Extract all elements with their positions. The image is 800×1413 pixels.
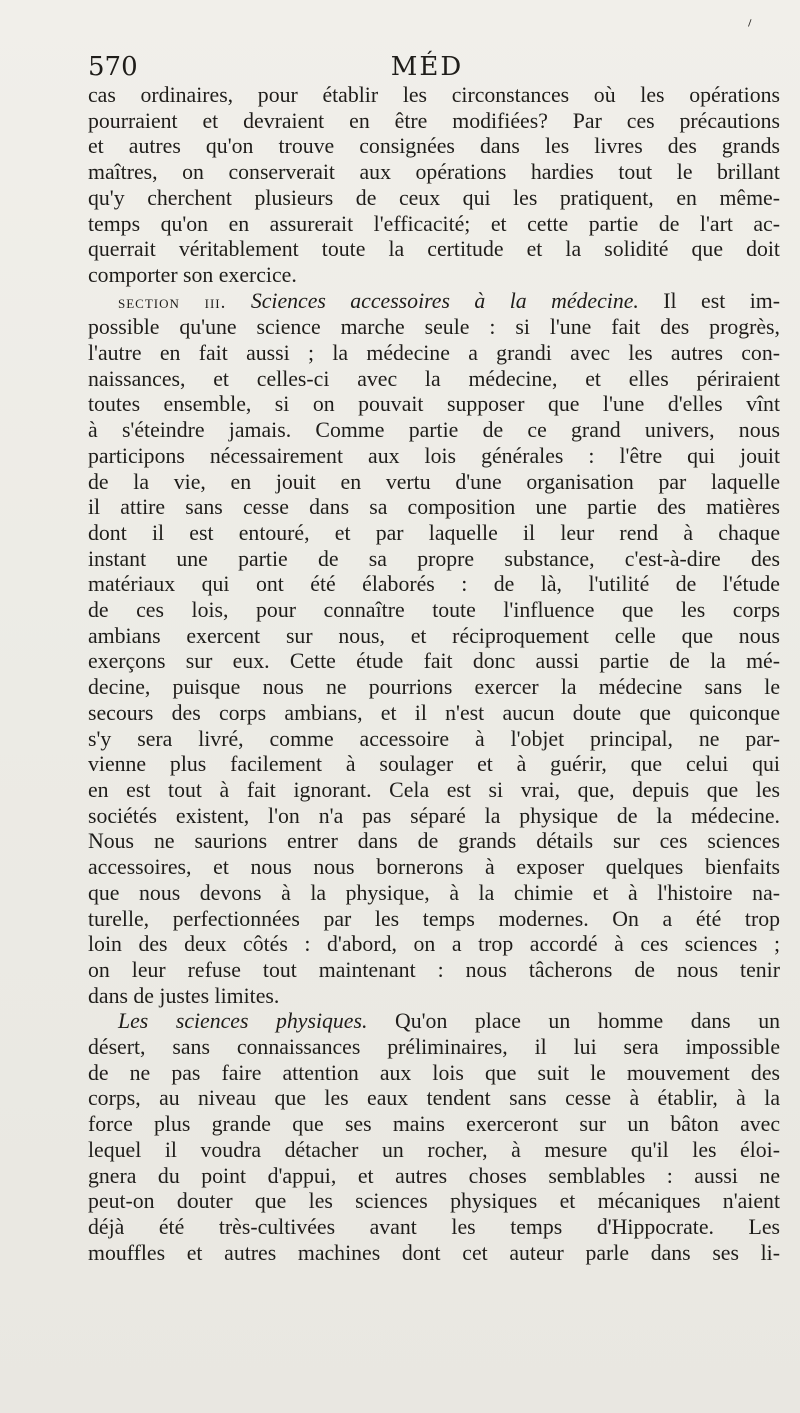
text-line: vienne plus facilement à soulager et à guérir, que celui qui (88, 752, 780, 777)
text-line: gnera du point d'appui, et autres choses semblables : aussi ne (88, 1163, 780, 1188)
text-line: comporter son exercice. (88, 262, 297, 287)
paragraph-operations (88, 83, 780, 289)
text-line: mouffles et autres machines dont cet auteur parle dans ses li- (88, 1240, 780, 1265)
text-line: à s'éteindre jamais. Comme partie de ce grand univers, nous (88, 418, 780, 443)
subsection-first-line-rest: Qu'on place un homme dans un (367, 1009, 780, 1034)
section-title: Sciences accessoires à la médecine. (250, 288, 639, 313)
text-line: matériaux qui ont été élaborés : de là, l'utilité de l'étude (88, 572, 780, 597)
page-number: 570 (88, 52, 138, 82)
text-line: secours des corps ambians, et il n'est aucun doute que quiconque (88, 700, 780, 725)
text-line: corps, au niveau que les eaux tendent sans cesse à établir, à la (88, 1086, 780, 1111)
text-line: ambians exercent sur nous, et réciproquement celle que nous (88, 623, 780, 648)
text-line: déjà été très-cultivées avant les temps d'Hippocrate. Les (88, 1214, 780, 1239)
text-line: instant une partie de sa propre substance, c'est-à-dire des (88, 546, 780, 571)
text-line: lequel il voudra détacher un rocher, à mesure qu'il les éloi- (88, 1137, 780, 1162)
text-line: s'y sera livré, comme accessoire à l'objet principal, ne par- (88, 726, 780, 751)
text-line: on leur refuse tout maintenant : nous tâcherons de nous tenir (88, 957, 780, 982)
text-line: qu'y cherchent plusieurs de ceux qui les pratiquent, en même- (88, 185, 780, 210)
text-line: exerçons sur eux. Cette étude fait donc aussi partie de la mé- (88, 649, 780, 674)
text-line: désert, sans connaissances préliminaires, il lui sera impossible (88, 1035, 780, 1060)
text-line: de ne pas faire attention aux lois que suit le mouvement des (88, 1060, 780, 1085)
text-line: dont il est entouré, et par laquelle il leur rend à chaque (88, 520, 780, 545)
body-text (88, 83, 780, 1266)
text-line: turelle, perfectionnées par les temps modernes. On a été trop (88, 906, 780, 931)
subsection-heading-line (88, 1009, 780, 1035)
text-line: dans de justes limites. (88, 983, 280, 1008)
text-line: participons nécessairement aux lois générales : l'être qui jouit (88, 443, 780, 468)
text-line: querrait véritablement toute la certitude et la solidité que doit (88, 237, 780, 262)
text-line: que nous devons à la physique, à la chimie et à l'histoire na- (88, 880, 780, 905)
running-head: MÉD (390, 52, 464, 82)
text-line: et autres qu'on trouve consignées dans les livres des grands (88, 134, 780, 159)
paragraph-section-3 (88, 289, 780, 1010)
text-line: force plus grande que ses mains exerceront sur un bâton avec (88, 1112, 780, 1137)
text-line: de ces lois, pour connaître toute l'influence que les corps (88, 598, 780, 623)
text-line: maîtres, on conserverait aux opérations hardies tout le brillant (88, 160, 780, 185)
corner-ink-mark: ⸝ (740, 9, 756, 30)
text-line: possible qu'une science marche seule : si l'une fait des progrès, (88, 315, 780, 340)
section-first-line-rest: Il est im- (638, 288, 780, 313)
text-line: temps qu'on en assurerait l'efficacité; et cette partie de l'art ac- (88, 211, 780, 236)
text-line: loin des deux côtés : d'abord, on a trop accordé à ces sciences ; (88, 932, 780, 957)
text-line: pourraient et devraient en être modifiées? Par ces précautions (88, 108, 780, 133)
page-header (88, 52, 750, 82)
text-line: en est tout à fait ignorant. Cela est si vrai, que, depuis que les (88, 777, 780, 802)
section-label: section iii. (118, 291, 227, 313)
text-line: l'autre en fait aussi ; la médecine a grandi avec les autres con- (88, 341, 780, 366)
paragraph-physical-sciences (88, 1009, 780, 1266)
text-line: Nous ne saurions entrer dans de grands détails sur ces sciences (88, 829, 780, 854)
text-line: il attire sans cesse dans sa composition une partie des matières (88, 495, 780, 520)
text-line: sociétés existent, l'on n'a pas séparé la physique de la médecine. (88, 803, 780, 828)
text-line: accessoires, et nous nous bornerons à exposer quelques bienfaits (88, 855, 780, 880)
text-line: de la vie, en jouit en vertu d'une organisation par laquelle (88, 469, 780, 494)
text-line: peut-on douter que les sciences physiques et mécaniques n'aient (88, 1189, 780, 1214)
subsection-title: Les sciences physiques. (118, 1009, 368, 1034)
text-line: decine, puisque nous ne pourrions exercer la médecine sans le (88, 675, 780, 700)
section-heading-line (88, 289, 780, 316)
text-line: toutes ensemble, si on pouvait supposer que l'une d'elles vînt (88, 392, 780, 417)
text-line: naissances, et celles-ci avec la médecine, et elles périraient (88, 366, 780, 391)
text-line: cas ordinaires, pour établir les circonstances où les opérations (88, 83, 780, 107)
